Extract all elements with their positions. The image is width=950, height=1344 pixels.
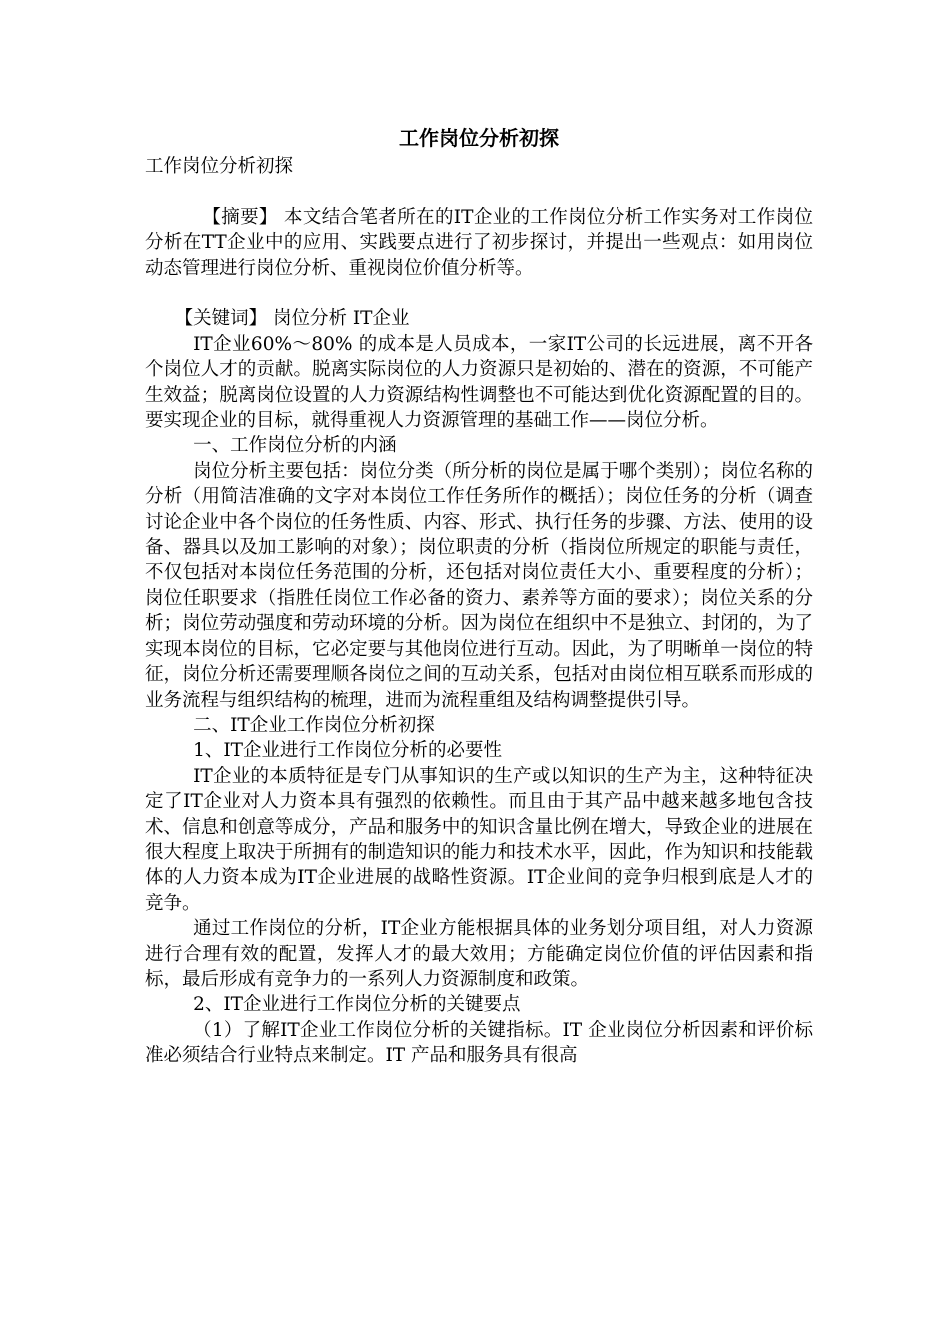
keywords-line: 【关键词】 岗位分析 IT企业 <box>174 308 410 330</box>
subsection-heading: 1、IT企业进行工作岗位分析的必要性 <box>193 740 503 762</box>
blank-line <box>145 179 813 204</box>
body-paragraph: （1）了解IT企业工作岗位分析的关键指标。IT 企业岗位分析因素和评价标准必须结合行业特点来制定。IT 产品和服务具有很高 <box>145 1019 813 1067</box>
body-paragraph: 岗位分析主要包括：岗位分类（所分析的岗位是属于哪个类别）；岗位名称的分析（用简洁准确的文字对本岗位工作任务所作的概括）；岗位任务的分析（调查讨论企业中各个岗位的任务性质、内容、形式、执行任务的步骤、方法、使用的设备、器具以及加工影响的对象）；岗位职责的分析（指岗位所规定的职能与责任，不仅包括对本岗位任务范围的分析，还包括对岗位责任大小、重要程度的分析）；岗位任职要求（指胜任岗位工作必备的资力、素养等方面的要求）；岗位关系的分析；岗位劳动强度和劳动环境的分析。因为岗位在组织中不是独立、封闭的，为了实现本岗位的目标，它必定要与其他岗位进行互动。因此，为了明晰单一岗位的特征，岗位分析还需要理顺各岗位之间的互动关系，包括对由岗位相互联系而形成的业务流程与组织结构的梳理，进而为流程重组及结构调整提供引导。 <box>145 460 813 711</box>
section-heading: 一、工作岗位分析的内涵 <box>193 435 397 457</box>
blank-line <box>145 281 813 306</box>
document-page <box>145 122 813 1069</box>
abstract-paragraph: 【摘要】 本文结合笔者所在的IT企业的工作岗位分析工作实务对工作岗位分析在TT企业中的应用、实践要点进行了初步探讨，并提出一些观点：如用岗位动态管理进行岗位分析、重视岗位价值分析等。 <box>145 206 813 279</box>
body-paragraph: 通过工作岗位的分析，IT企业方能根据具体的业务划分项目组，对人力资源进行合理有效的配置，发挥人才的最大效用；方能确定岗位价值的评估因素和指标，最后形成有竞争力的一系列人力资源制度和政策。 <box>145 918 813 990</box>
document-title: 工作岗位分析初探 <box>399 126 559 150</box>
body-paragraph: IT企业60%～80% 的成本是人员成本，一家IT公司的长远进展，离不开各个岗位人才的贡献。脱离实际岗位的人力资源只是初始的、潜在的资源，不可能产生效益；脱离岗位设置的人力资源结构性调整也不可能达到优化资源配置的目的。要实现企业的目标，就得重视人力资源管理的基础工作——岗位分析。 <box>145 333 813 432</box>
body-paragraph: IT企业的本质特征是专门从事知识的生产或以知识的生产为主，这种特征决定了IT企业对人力资本具有强烈的依赖性。而且由于其产品中越来越多地包含技术、信息和创意等成分，产品和服务中的知识含量比例在增大，导致企业的进展在很大程度上取决于所拥有的制造知识的能力和技术水平，因此，作为知识和技能载体的人力资本成为IT企业进展的战略性资源。IT企业间的竞争归根到底是人才的竞争。 <box>145 765 813 914</box>
subsection-heading: 2、IT企业进行工作岗位分析的关键要点 <box>193 994 521 1016</box>
section-heading: 二、IT企业工作岗位分析初探 <box>193 714 435 736</box>
document-subtitle: 工作岗位分析初探 <box>145 156 294 177</box>
